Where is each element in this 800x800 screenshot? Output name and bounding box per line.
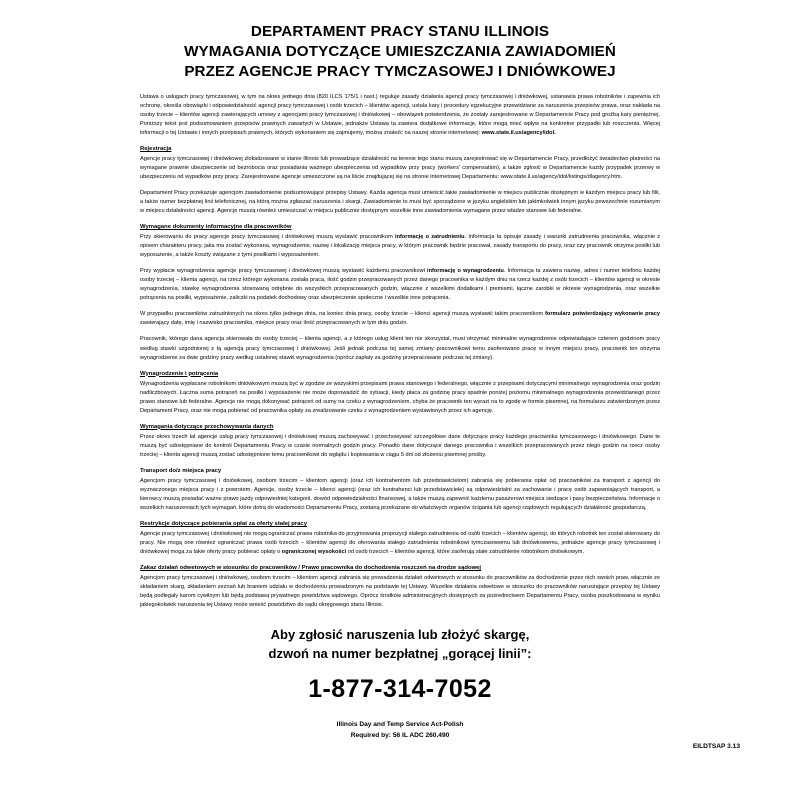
idol-website-url: www.state.il.us/agency/idol. — [481, 129, 556, 136]
document-section — [140, 145, 660, 182]
document-section — [140, 520, 660, 557]
section-spacer — [30, 460, 770, 467]
hotline-line-2: dzwoń na numer bezpłatnej „gorącej linii”: — [268, 645, 532, 661]
section-spacer — [30, 513, 770, 520]
title-line-2: WYMAGANIA DOTYCZĄCE UMIESZCZANIA ZAWIADOMIEŃ — [184, 43, 616, 61]
sections-container — [30, 138, 770, 610]
section-heading: Zakaz działań odwetowych w stosunku do pracowników / Prawo pracownika do dochodzenia roszczeń na drodze sądowej — [140, 565, 482, 572]
section-paragraph: Pracownik, którego dana agencja skierowała do osoby trzeciej – klienta agencji, a z którego usług klient ten nie skorzystał, musi otrzymać minimalne wynagrodzenie odpowiadające czterem godzinom pracy według stawki uzgodnionej z tą agencją pracy tymczasowej i dniówkowej. Jeśli jednak podczas tej samej zmiany pracownikowi temu zaoferowano pracę w innym miejscu pracy, pracownik ten otrzyma wynagrodzenie za dwie godziny pracy według ustalonej stawki wynagrodzenia (oprócz zapłaty za godziny przepracowane podczas tej zmiany). — [140, 336, 660, 361]
document-section — [140, 423, 660, 460]
section-spacer — [30, 138, 770, 145]
document-section — [140, 267, 660, 303]
section-spacer — [30, 216, 770, 223]
section-heading: Restrykcje dotyczące pobierania opłat za oferty stałej pracy — [140, 520, 307, 527]
section-heading: Wymagane dokumenty informacyjne dla pracowników — [140, 224, 292, 231]
document-section — [140, 310, 660, 328]
footer-act-name: Illinois Day and Temp Service Act-Polish — [336, 721, 464, 729]
section-paragraph: Przy skierowaniu do pracy agencje pracy tymczasowej i dniówkowej muszą wystawić pracownikom informację o zatrudnieniu. Informacja ta opisuje zasady i warunki zatrudnienia pracownika, włącznie z opisem charakteru pracy, jaka ma zostać wykonana, wynagrodzenie, nazwę i lokalizację miejsca pracy, w którym pracownik będzie pracował, zasady transportu do pracy, oraz czy pracownik otrzyma posiłki lub wyposażenie, a także koszty związane z tymi posiłkami i wyposażeniem. — [140, 234, 660, 259]
section-heading: Rejestracja — [140, 145, 172, 152]
document-section — [140, 467, 660, 513]
hotline-block — [30, 626, 770, 663]
section-spacer — [30, 557, 770, 564]
document-section — [140, 189, 660, 216]
intro-text: Ustawa o usługach pracy tymczasowej, w tym na okres jednego dnia (820 ILCS 175/1 i nast.) reguluje zasady działania agencji pracy tymczasowej i dniówkowej, ustanawia prawa robotników i zapewnia ich ochronę, określa obowiązki i odpowiedzialność agencji pracy tymczasowej i osób trzecich – klientów agencji, ustala kary i procedury egzekucyjne przewidziane za naruszenia przepisów prawa, oraz nakłada na osoby trzecie – klientów agencji zawierających umowy z agencjami pracy tymczasowej i dniówkowej – obowiązek potwierdzenia, że zostały zarejestrowane w Departamencie Pracy pod groźbą kary pieniężnej. Poniższy tekst jest podsumowaniem przepisów prawnych zawartych w Ustawie, jednakże Ustawa ta zawiera dodatkowe informacje, które mogą mieć wpływ na konkretne przypadki lub roszczenia. Więcej informacji o tej Ustawie i innych przepisach prawnych, których wykonaniem się zajmujemy, można znaleźć na naszej stronie internetowej: — [140, 93, 660, 136]
section-paragraph: W przypadku pracowników zatrudnionych na okres tylko jednego dnia, na koniec dnia pracy, osoby trzecie – klienci agencji muszą wystawić takim pracownikom formularz potwierdzający wykonanie pracy zawierający datę, imię i nazwisko pracownika, miejsce pracy oraz ilość przepracowanych w tym dniu godzin. — [140, 311, 660, 327]
document-section — [140, 223, 660, 260]
section-paragraph: Agencjom pracy tymczasowej i dniówkowej, osobom trzecim – klientom agencji (oraz ich kontrahentom lub przedstawicielom) zabrania się pobierania opłat od pracowników za transport z agencji do wyznaczonego miejsca pracy i z powrotem. Agencje, osoby trzecie – klienci agencji (oraz ich kontrahenci lub przedstawiciele) są odpowiedzialni za zachowanie i pracę osób zapewniających transport, a kierowcy muszą posiadać ważne prawo jazdy odpowiedniej kategorii, dowód odpowiedzialności finansowej, a także muszą zapewnić każdemu pasażerowi miejsca siedzące i pasy bezpieczeństwa. Informacje o wszelkich naruszeniach tych wymagań, które dotrą do wiadomości Departamentu Pracy, zostaną przekazane do właściwych organów ścigania lub agencji rządowych regulujących działalność gospodarczą. — [140, 477, 660, 511]
section-heading: Wymagania dotyczące przechowywania danych — [140, 423, 274, 430]
section-paragraph: Przy wypłacie wynagrodzenia agencje pracy tymczasowej i dniówkowej muszą wystawić każdemu pracownikowi informację o wynagrodzeniu. Informacja ta zawiera nazwę, adres i numer telefonu każdej osoby trzeciej – klienta agencji, na rzecz którego wykonana została praca, ilość godzin przepracowanych przez danego pracownika w każdym dniu na rzecz każdej z osób trzecich – klientów agencji w okresie wynagrodzenia, stawkę wynagrodzenia stosowaną odrębnie do wszystkich przepracowanych godzin, włącznie z wszelkimi dodatkami i premiami, łączne zarobki w okresie wynagrodzenia, oraz wszelkie potrącenia na posiłki, wyposażenie, zaliczki na podatek dochodowy oraz ubezpieczenie społeczne i wszelkie inne potrącenia. — [140, 268, 660, 302]
hotline-phone-number: 1-877-314-7052 — [308, 675, 492, 704]
document-section — [140, 564, 660, 610]
footer-required-by: Required by: 56 IL ADC 260.490 — [350, 731, 450, 739]
document-section — [140, 370, 660, 416]
section-paragraph: Departament Pracy przekazuje agencjom zawiadomienie podsumowujące przepisy Ustawy. Każda agencja musi umieścić takie zawiadomienie w miejscu publicznie dostępnym w każdym miejscu pracy lub filii, a także numer bezpłatnej linii telefonicznej, na którą można zgłaszać naruszenia i skargi. Zawiadomienie to musi być sporządzone w języku angielskim lub jakimkolwiek innym języku powszechnie rozumianym w miejscu działalności agencji. Agencje muszą również umieszczać w miejscu publicznie dostępnym wszelkie inne zawiadomienia wymagane przez władze stanowe lub federalne. — [140, 189, 660, 215]
section-paragraph: Agencje pracy tymczasowej i dniówkowej zlokalizowane w stanie Illinois lub prowadzące działalność na terenie tego stanu muszą zarejestrować się w Departamencie Pracy, przedłożyć świadectwo płatności na wymagane prawnie ubezpieczenie od bezrobocia oraz posiadania ważnego ubezpieczenia od wypadków przy pracy (workers' compensation), a także zgłosić w Departamencie każdy przypadek przerwy w ubezpieczeniu od wypadków przy pracy. Zarejestrowane agencje umieszczone są na liście znajdującej się na stronie internetowej Departamentu: www.state.il.us/agency/idol/listings/dlagency.htm. — [140, 155, 660, 180]
hotline-line-1: Aby zgłosić naruszenia lub złożyć skargę, — [270, 627, 530, 643]
section-spacer — [30, 416, 770, 423]
section-spacer — [30, 328, 770, 335]
section-spacer — [30, 303, 770, 310]
section-spacer — [30, 363, 770, 370]
page-title — [30, 22, 770, 83]
document-section — [140, 335, 660, 362]
title-line-1: DEPARTAMENT PRACY STANU ILLINOIS — [250, 23, 550, 40]
intro-paragraph — [140, 93, 660, 138]
section-paragraph: Przez okres trzech lat agencje usług pracy tymczasowej i dniówkowej muszą zachowywać i przechowywać szczegółowe dane dotyczące pracy każdego pracownika tymczasowego i dniówkowego. Dane te muszą być udostępniane do kontroli Departamentu Pracy w czasie normalnych godzin pracy. Ponadto dane dotyczące danego pracownika i wszelkich przepracowanych przez niego godzin na rzecz osoby trzeciej – klienta agencji muszą zostać udostępnione temu pracownikowi do wglądu i kopiowania w ciągu 5 dni od złożeniu pisemnej prośby. — [140, 433, 660, 458]
section-heading: Transport do/z miejsca pracy — [140, 467, 222, 474]
section-paragraph: Wynagrodzenia wypłacane robotnikom dniówkowym muszą być w zgodzie ze wszyskimi przepisami prawa stanowego i federalnego, włącznie z przepisami dotyczącymi minimalnego wynagrodzenia oraz godzin nadliczbowych. Łączna suma potrąceń na posiłki i wyposażenie nie może doprowadzić do sytuacji, kiedy płaca za godzinę pracy spadnie poniżej poziomu minimalnego wynagrodzenia przewidzianego przez prawo stanowe lub federalne. Agencje nie mogą dokonywać potrąceń od sumy na czeku z wynagrodzeniem, chyba że pracownik ten wyrazi na to zgodę w formie pisemnej, na formularzu zatwierdzonym przez Departament Pracy, oraz nie mogą pobierać od pracownika opłaty za zrealizowanie czeku z wynagrodzeniem wystawionych przez ich agencję. — [140, 380, 660, 414]
section-paragraph: Agencjom pracy tymczasowej i dniówkowej, osobom trzecim – klientom agencji zabrania się prowadzenia działań odwetowych w stosunku do pracowników za dochodzenie przez nich swoich praw, włącznie ze składaniem skarg, składaniem zeznań lub braniem udziału w dochodzeniu prowadzonym na podstawie tej Ustawy. Wszelkie działania odwetowe w stosunku do pracowników naruszające przepisy tej Ustawy będą podlegały karom cywilnym lub będą podstawą prywatnego powództwa sądowego. Oprócz środków administracyjnych dostępnych za pośrednictwem Departamentu Pracy, osoba poszkodowana w wyniku jakiegokolwiek naruszenia tej Ustawy może wnieść powództwo do sądu okręgowego stanu Illinois. — [140, 574, 660, 609]
title-line-3: PRZEZ AGENCJE PRACY TYMCZASOWEJ I DNIÓWKOWEJ — [184, 63, 616, 81]
section-spacer — [30, 260, 770, 267]
section-heading: Wynagrodzenie i potrącenia — [140, 370, 219, 377]
footer — [30, 720, 770, 750]
section-paragraph: Agencje pracy tymczasowej i dniówkowej nie mogą ograniczać prawa robotnika do przyjmowania propozycji stałego zatrudnienia od osób trzecich – klientów agencji, do których robotnik ten został skierowany do pracy. Nie mogą one również ograniczać prawa osób trzecich – klientów agencji do oferowania stałego zatrudnienia robotnikowi tymczasowemu lub dniówkowemu, jednakże agencje pracy tymczasowej i dniówkowej mogą za takie oferty pracy pobierać opłaty o ograniczonej wysokości od osób trzecich – klientów agencji, które zaoferują stałe zatrudnienie robotnikom dniówkowym. — [140, 530, 660, 555]
section-spacer — [30, 182, 770, 189]
footer-form-code: EILDTSAP 3.13 — [692, 743, 740, 751]
